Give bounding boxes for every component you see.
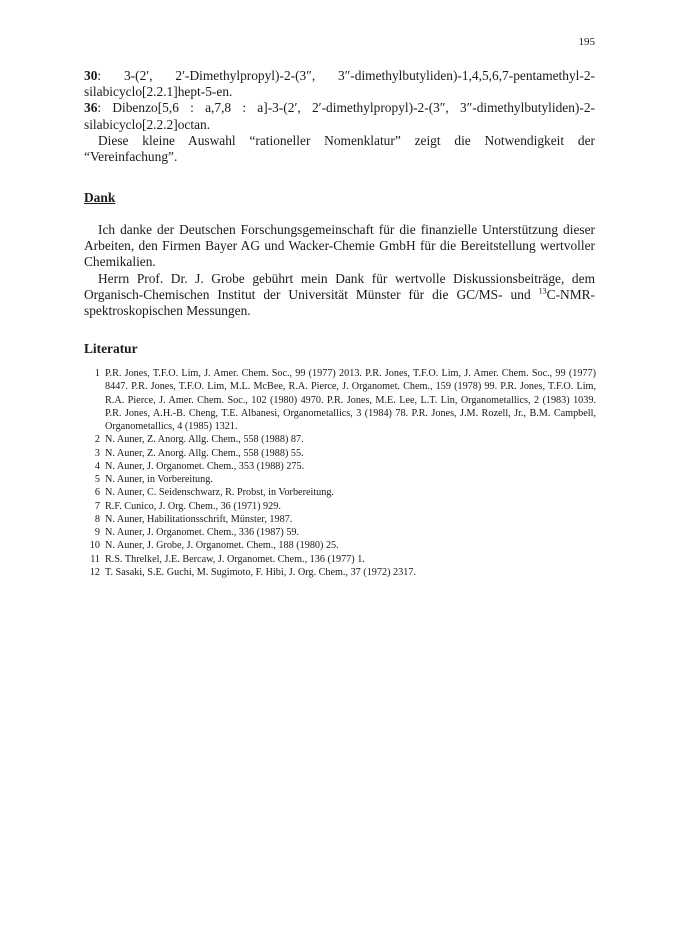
reference-item [84,433,596,446]
reference-number: 3 [94,447,100,459]
reference-number: 11 [90,553,100,565]
isotope-superscript: 13 [538,286,547,296]
reference-item [84,526,596,539]
reference-item [84,367,596,433]
compound-number: 36 [84,100,98,116]
acknowledgement-text: Herrn Prof. Dr. J. Grobe gebührt mein Dank für wertvolle Diskussionsbeiträge, dem Organisch-Chemischen Institut der Universität Münster für die GC/MS- und [84,270,595,302]
reference-text: N. Auner, Z. Anorg. Allg. Chem., 558 (1988) 55. [105,447,304,459]
reference-number: 10 [89,540,100,552]
acknowledgement-body [84,222,595,319]
compound-list [84,68,595,165]
reference-text: N. Auner, Z. Anorg. Allg. Chem., 558 (1988) 87. [105,434,304,446]
compound-number: 30 [84,68,98,83]
reference-list [84,367,596,579]
reference-text: N. Auner, C. Seidenschwarz, R. Probst, in Vorbereitung. [105,487,334,499]
reference-text: P.R. Jones, T.F.O. Lim, J. Amer. Chem. Soc., 99 (1977) 2013. P.R. Jones, T.F.O. Lim, J. Amer. Chem. Soc., 99 (1977) 8447. P.R. Jones, T.F.O. Lim, M.L. McBee, R.A. Pierce, J. Organomet. Chem., 159 (1978) 99. P.R. Jones, T.F.O. Lim, R.A. Pierce, J. Amer. Chem. Soc., 102 (1980) 4970. P.R. Jones, M.E. Lee, L.T. Lin, Organometallics, 2 (1983) 1039. P.R. Jones, A.H.-B. Cheng, T.E. Albanesi, Organometallics, 3 (1984) 78. P.R. Jones, J.M. Rozell, Jr., B.M. Campbell, Organometallics, 4 (1985) 1321. [105,368,596,432]
acknowledgement-paragraph [84,271,595,320]
reference-item [84,486,596,499]
reference-item [84,513,596,526]
nomenclature-note: Diese kleine Auswahl “rationeller Nomenklatur” zeigt die Notwendigkeit der “Vereinfachung”. [84,132,595,165]
reference-text: N. Auner, J. Grobe, J. Organomet. Chem., 188 (1980) 25. [105,540,339,552]
reference-item [84,447,596,460]
reference-text: N. Auner, J. Organomet. Chem., 336 (1987) 59. [105,527,300,538]
page-number: 195 [578,36,595,48]
reference-number: 7 [94,500,100,512]
reference-number: 1 [94,368,100,379]
reference-item [84,539,596,552]
acknowledgement-text: C-NMR-spektroskopischen Messungen. [84,286,595,319]
reference-text: N. Auner, in Vorbereitung. [105,474,213,485]
reference-item [84,566,596,579]
reference-text: R.F. Cunico, J. Org. Chem., 36 (1971) 929. [105,500,281,512]
compound-name: : 3-(2′, 2′-Dimethylpropyl)-2-(3″, 3″-dimethylbutyliden)-1,4,5,6,7-pentamethyl-2-silabicyclo[2.2.1]hept-5-en. [84,68,595,100]
compound-30 [84,68,595,100]
reference-text: T. Sasaki, S.E. Guchi, M. Sugimoto, F. Hibi, J. Org. Chem., 37 (1972) 2317. [105,566,416,578]
reference-number: 12 [89,566,100,578]
reference-number: 5 [94,474,100,485]
reference-item [84,460,596,473]
compound-name: : Dibenzo[5,6 : a,7,8 : a]-3-(2′, 2′-dimethylpropyl)-2-(3″, 3″-dimethylbutyliden)-2-silabicyclo[2.2.2]octan. [84,100,595,132]
reference-item [84,473,596,486]
reference-number: 6 [94,487,100,499]
reference-number: 2 [94,434,100,446]
reference-number: 8 [94,513,100,525]
reference-number: 9 [94,527,100,538]
reference-item [84,500,596,513]
reference-item [84,553,596,566]
reference-text: N. Auner, Habilitationsschrift, Münster, 1987. [105,513,293,525]
compound-36 [84,100,595,132]
literature-heading: Literatur [84,341,138,356]
acknowledgement-heading: Dank [84,190,116,205]
reference-number: 4 [94,460,100,472]
reference-text: R.S. Threlkel, J.E. Bercaw, J. Organomet. Chem., 136 (1977) 1. [105,553,365,565]
reference-text: N. Auner, J. Organomet. Chem., 353 (1988) 275. [105,460,305,472]
acknowledgement-paragraph: Ich danke der Deutschen Forschungsgemeinschaft für die finanzielle Unterstützung dieser Arbeiten, den Firmen Bayer AG und Wacker-Chemie GmbH für die Bereitstellung wertvoller Chemikalien. [84,222,595,270]
